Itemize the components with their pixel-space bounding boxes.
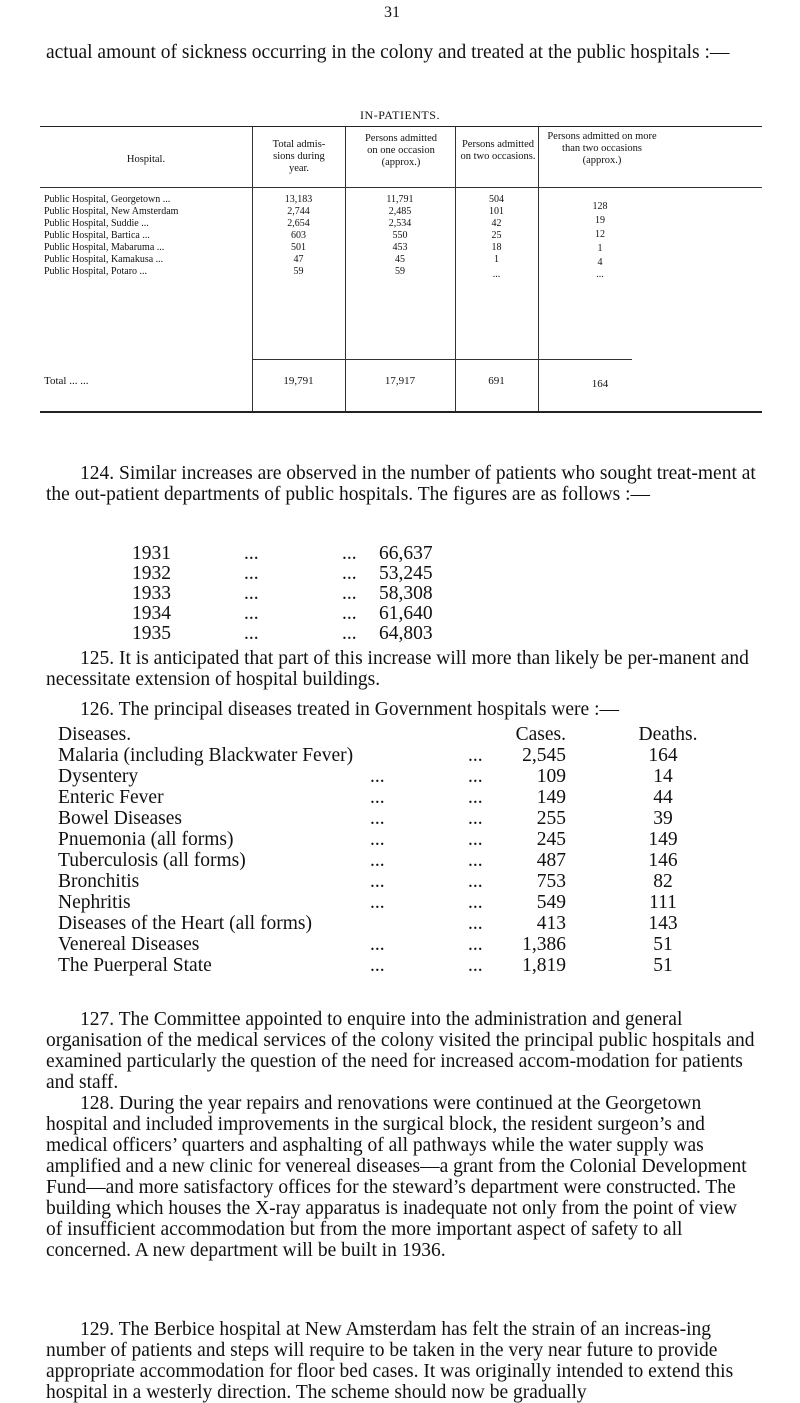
total-one: 17,917 (384, 375, 416, 387)
header-deaths: Deaths. (638, 724, 698, 745)
row-two: 42 (491, 218, 502, 229)
header-total-admissions: Total admis-sions during year. (272, 139, 326, 174)
disease-row: Diseases of the Heart (all forms) ... 413 143 (58, 913, 678, 934)
header-one-occasion: Persons admitted on one occasion (approx.) (364, 133, 438, 168)
paragraph-127: 127. The Committee appointed to enquire into the administration and general organisation of the medical services of the colony visited the principal public hospitals and examined particularly the question of the need for increased accom-modation for patients and staff. (46, 1009, 755, 1093)
row-more: 4 (597, 257, 603, 268)
outpatient-row: 1935 ... ... 64,803 (132, 623, 433, 644)
row-two: 25 (491, 230, 502, 241)
paragraph-125: 125. It is anticipated that part of this increase will more than likely be per-manent and necessitate extension of hospital buildings. (46, 648, 749, 690)
row-one: 59 (395, 266, 405, 277)
outpatient-count: 64,803 (379, 623, 433, 644)
row-two: 1 (494, 254, 499, 265)
row-one: 2,534 (388, 218, 412, 229)
row-one: 550 (392, 230, 408, 241)
row-total: 59 (293, 266, 304, 277)
row-more: 12 (595, 229, 605, 240)
year: 1935 (132, 623, 171, 644)
disease-row: Enteric Fever ... ... 149 44 (58, 787, 673, 808)
outpatient-row: 1934 ... ... 61,640 (132, 603, 433, 624)
outpatient-row: 1931 ... ... 66,637 (132, 543, 433, 564)
row-hospital: Public Hospital, Potaro ... (44, 266, 148, 277)
inpatients-table-title: IN-PATIENTS. (360, 108, 440, 122)
row-total: 2,654 (287, 218, 310, 229)
row-hospital: Public Hospital, Bartica ... (44, 230, 150, 241)
total-more: 164 (591, 378, 609, 390)
disease-row: Nephritis ... ... 549 111 (58, 892, 677, 913)
disease-row: Pnuemonia (all forms) ... ... 245 149 (58, 829, 678, 850)
row-more: ... (596, 269, 604, 280)
row-one: 11,791 (386, 194, 414, 205)
disease-row: The Puerperal State ... ... 1,819 51 (58, 955, 673, 976)
row-hospital: Public Hospital, Suddie ... (44, 218, 149, 229)
outpatient-row: 1932 ... ... 53,245 (132, 563, 433, 584)
disease-row: Bronchitis ... ... 753 82 (58, 871, 673, 892)
row-more: 19 (595, 215, 605, 226)
row-total: 2,744 (287, 206, 310, 217)
row-hospital: Public Hospital, Kamakusa ... (44, 254, 164, 265)
disease-row: Venereal Diseases ... ... 1,386 51 (58, 934, 673, 955)
row-hospital: Public Hospital, Mabaruma ... (44, 242, 165, 253)
header-two-occasions: Persons admitted on two occasions. (460, 139, 536, 162)
header-cases: Cases. (515, 724, 566, 745)
total-label: Total ... ... (44, 375, 89, 387)
disease-row: Tuberculosis (all forms) ... ... 487 146 (58, 850, 678, 871)
paragraph-129: 129. The Berbice hospital at New Amsterdam has felt the strain of an increas-ing number of patients and steps will require to be taken in the very near future to provide appropriate accommodation for floor bed cases. It was originally intended to extend this hospital in a westerly direction. The scheme should now be gradually (46, 1319, 734, 1403)
disease-row: Malaria (including Blackwater Fever) ... 2,545 164 (58, 745, 678, 766)
paragraph-128: 128. During the year repairs and renovations were continued at the Georgetown hospital and included improvements in the surgical block, the resident surgeon’s and medical officers’ quarters and asphalting of all pathways while the water supply was amplified and a new clinic for venereal diseases—a grant from the Colonial Development Fund—and more satisfactory offices for the steward’s department were constructed. The building which houses the X-ray apparatus is inadequate not only from the point of view of insufficient accommodation but from the more important aspect of safety to all concerned. A new department will be built in 1936. (46, 1093, 747, 1261)
disease-row: Bowel Diseases ... ... 255 39 (58, 808, 673, 829)
header-hospital: Hospital. (126, 154, 166, 165)
row-total: 47 (293, 254, 304, 265)
paragraph-124: 124. Similar increases are observed in the number of patients who sought treat-ment at the out-patient departments of public hospitals. The figures are as follows :— (46, 463, 756, 505)
total-two: 691 (488, 375, 505, 387)
year: 1933 (132, 583, 171, 604)
row-two: ... (492, 269, 501, 280)
row-more: 128 (592, 201, 608, 212)
row-one: 2,485 (388, 206, 412, 217)
row-total: 13,183 (284, 194, 313, 205)
paragraph-126: 126. The principal diseases treated in Government hospitals were :— (80, 699, 619, 720)
outpatient-count: 53,245 (379, 563, 433, 584)
diseases-header (58, 724, 758, 744)
row-hospital: Public Hospital, New Amsterdam (44, 206, 179, 217)
page-number: 31 (384, 4, 400, 21)
disease-row: Dysentery ... ... 109 14 (58, 766, 673, 787)
row-hospital: Public Hospital, Georgetown ... (44, 194, 171, 205)
row-total: 501 (291, 242, 306, 253)
header-disease: Diseases. (58, 724, 132, 745)
total-admissions: 19,791 (283, 375, 314, 387)
header-more-occasions: Persons admitted on more than two occasions (approx.) (547, 131, 657, 166)
row-two: 504 (489, 194, 504, 205)
outpatient-count: 58,308 (379, 583, 433, 604)
row-two: 101 (489, 206, 504, 217)
row-one: 45 (395, 254, 405, 265)
row-two: 18 (491, 242, 502, 253)
outpatient-count: 61,640 (379, 603, 433, 624)
inpatients-table (40, 126, 762, 413)
row-one: 453 (392, 242, 408, 253)
year: 1931 (132, 543, 171, 564)
outpatient-row: 1933 ... ... 58,308 (132, 583, 433, 604)
row-total: 603 (291, 230, 306, 241)
year: 1934 (132, 603, 171, 624)
row-more: 1 (597, 243, 603, 254)
year: 1932 (132, 563, 171, 584)
intro-text: actual amount of sickness occurring in the colony and treated at the public hospitals :— (46, 42, 730, 63)
outpatient-count: 66,637 (379, 543, 433, 564)
